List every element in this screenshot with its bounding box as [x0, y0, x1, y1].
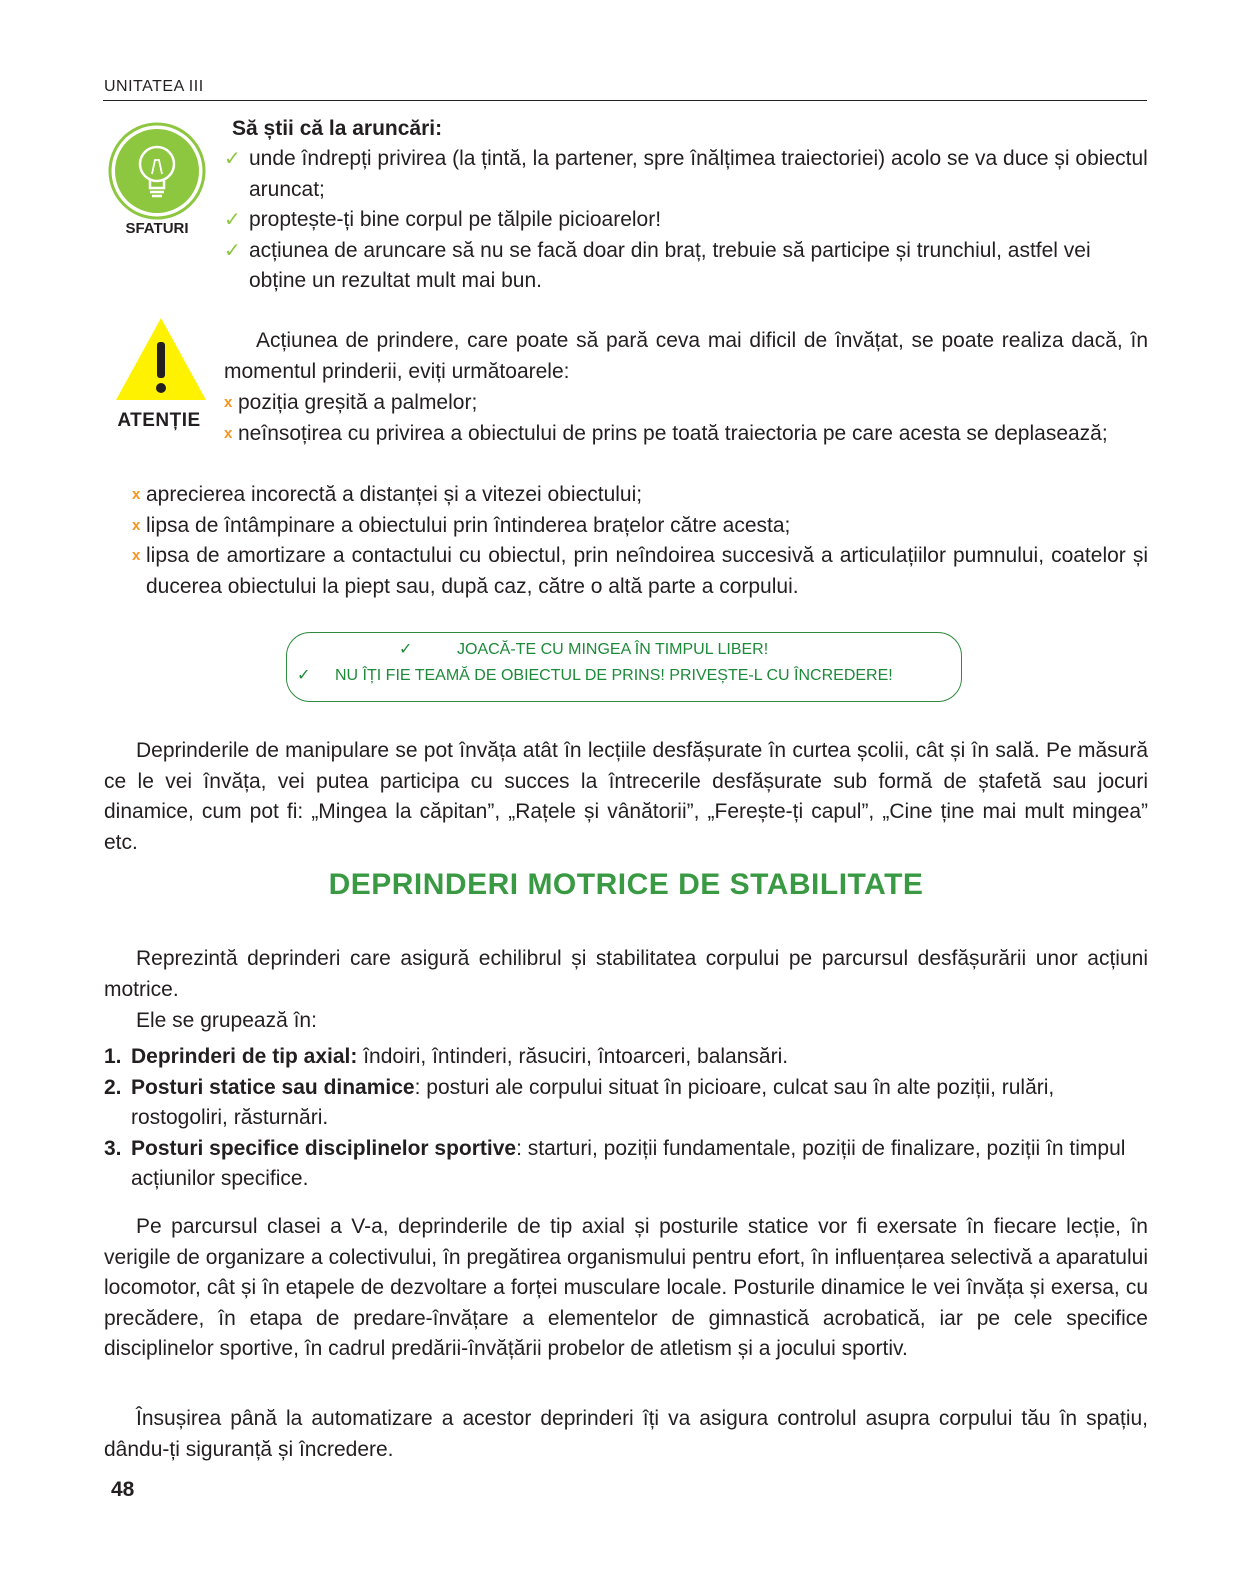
checkmark-icon: ✓	[224, 239, 241, 262]
sfaturi-label: SFATURI	[125, 220, 189, 237]
checkmark-icon: ✓	[224, 209, 241, 231]
x-mark-icon: x	[132, 547, 141, 564]
sfaturi-list	[224, 144, 1148, 297]
callout-line-1: ✓ JOACĂ-TE CU MINGEA ÎN TIMPUL LIBER!	[399, 641, 769, 658]
group-intro: Ele se grupează în:	[136, 1009, 317, 1032]
x-mark-icon: x	[224, 394, 233, 411]
sfaturi-title: Să știi că la aruncări:	[232, 117, 443, 140]
x-mark-icon: x	[132, 516, 141, 534]
manipulare-paragraph: Deprinderile de manipulare se pot învăța atât în lecțiile desfășurate în curtea școlii, cât și în sală. Pe măsură ce le vei învăța, vei putea participa cu succes la întrecerile desfășurate sub formă de ștafetă sau jocuri dinamice, cum pot fi: „Mingea la căpitan”, „Rațele și vânătorii”, „Ferește-ți capul”, „Cine ține mai mult mingea” etc.	[104, 739, 1148, 854]
list-item: x aprecierea incorectă a distanței și a vitezei obiectului;	[132, 480, 1148, 511]
callout-line-2: ✓ NU ÎȚI FIE TEAMĂ DE OBIECTUL DE PRINS! PRIVEȘTE-L CU ÎNCREDERE!	[297, 667, 893, 684]
list-item: ✓ unde îndrepți privirea (la țintă, la partener, spre înălțimea traiectoriei) acolo se va duce și obiectul aruncat;	[224, 144, 1148, 205]
checkmark-icon: ✓	[224, 148, 241, 170]
list-item: ✓ acțiunea de aruncare să nu se facă doar din braț, trebuie să participe și trunchiul, astfel vei obține un rezultat mult mai bun.	[224, 236, 1148, 297]
atentie-label: ATENȚIE	[117, 410, 201, 431]
checkmark-icon: ✓	[297, 667, 311, 684]
callout-box	[286, 632, 962, 702]
list-item: 3. Posturi specifice disciplinelor sportive: starturi, poziții fundamentale, poziții de finalizare, poziții în timpul acțiunilor specifice.	[104, 1136, 1126, 1190]
atentie-list	[132, 480, 1148, 602]
checkmark-icon: ✓	[399, 641, 413, 658]
list-item: x lipsa de întâmpinare a obiectului prin întinderea brațelor către acesta;	[132, 511, 1148, 542]
list-item: 2. Posturi statice sau dinamice: posturi ale corpului situat în picioare, culcat sau în alte poziții, rulări, rostogoliri, răsturnări.	[104, 1075, 1055, 1129]
x-mark-icon: x	[132, 486, 141, 503]
stability-intro: Reprezintă deprinderi care asigură echilibrul și stabilitatea corpului pe parcursul desfășurării unor acțiuni motrice.	[104, 947, 1148, 1001]
section-title: DEPRINDERI MOTRICE DE STABILITATE	[328, 868, 924, 901]
list-item: x neînsoțirea cu privirea a obiectului de prins pe toată traiectoria pe care acesta se deplasează;	[224, 419, 1148, 450]
stability-paragraph-1: Pe parcursul clasei a V-a, deprinderile de tip axial și posturile statice vor fi exersate în fiecare lecție, în verigile de organizare a colectivului, în pregătirea organismului pentru efort, în influențarea selectivă a aparatului locomotor, cât și în etapele de dezvoltare a forței musculare locale. Posturile dinamice le vei învăța și exersa, cu precădere, în etapa de predare-învățare a elementelor de gimnastică acrobatică, iar pe cele specifice disciplinelor sportive, în cadrul predării-învățării probelor de atletism și a jocului sportiv.	[104, 1215, 1148, 1360]
x-mark-icon: x	[224, 424, 233, 442]
list-item: ✓ proptește-ți bine corpul pe tălpile picioarelor!	[224, 205, 1148, 236]
stability-paragraph-2: Însușirea până la automatizare a acestor deprinderi îți va asigura controlul asupra corpului tău în spațiu, dându-ți siguranță și încredere.	[104, 1407, 1148, 1461]
unit-header: UNITATEA III	[104, 78, 204, 95]
groups-list	[104, 1042, 1154, 1195]
page-number: 48	[111, 1478, 135, 1501]
list-item: x poziția greșită a palmelor;	[224, 388, 1148, 419]
atentie-intro: Acțiunea de prindere, care poate să pară ceva mai dificil de învățat, se poate realiza dacă, în momentul prinderii, eviți următoarele:	[224, 329, 1148, 383]
warning-triangle-icon	[114, 316, 208, 402]
header-divider	[103, 100, 1147, 101]
atentie-list-indented	[224, 388, 1148, 449]
lightbulb-icon	[108, 122, 206, 220]
list-item: x lipsa de amortizare a contactului cu obiectul, prin neîndoirea succesivă a articulațiilor pumnului, coatelor și ducerea obiectului la piept sau, după caz, către o altă parte a corpului.	[132, 541, 1148, 602]
list-item: 1. Deprinderi de tip axial: îndoiri, întinderi, răsuciri, întoarceri, balansări.	[104, 1045, 789, 1068]
